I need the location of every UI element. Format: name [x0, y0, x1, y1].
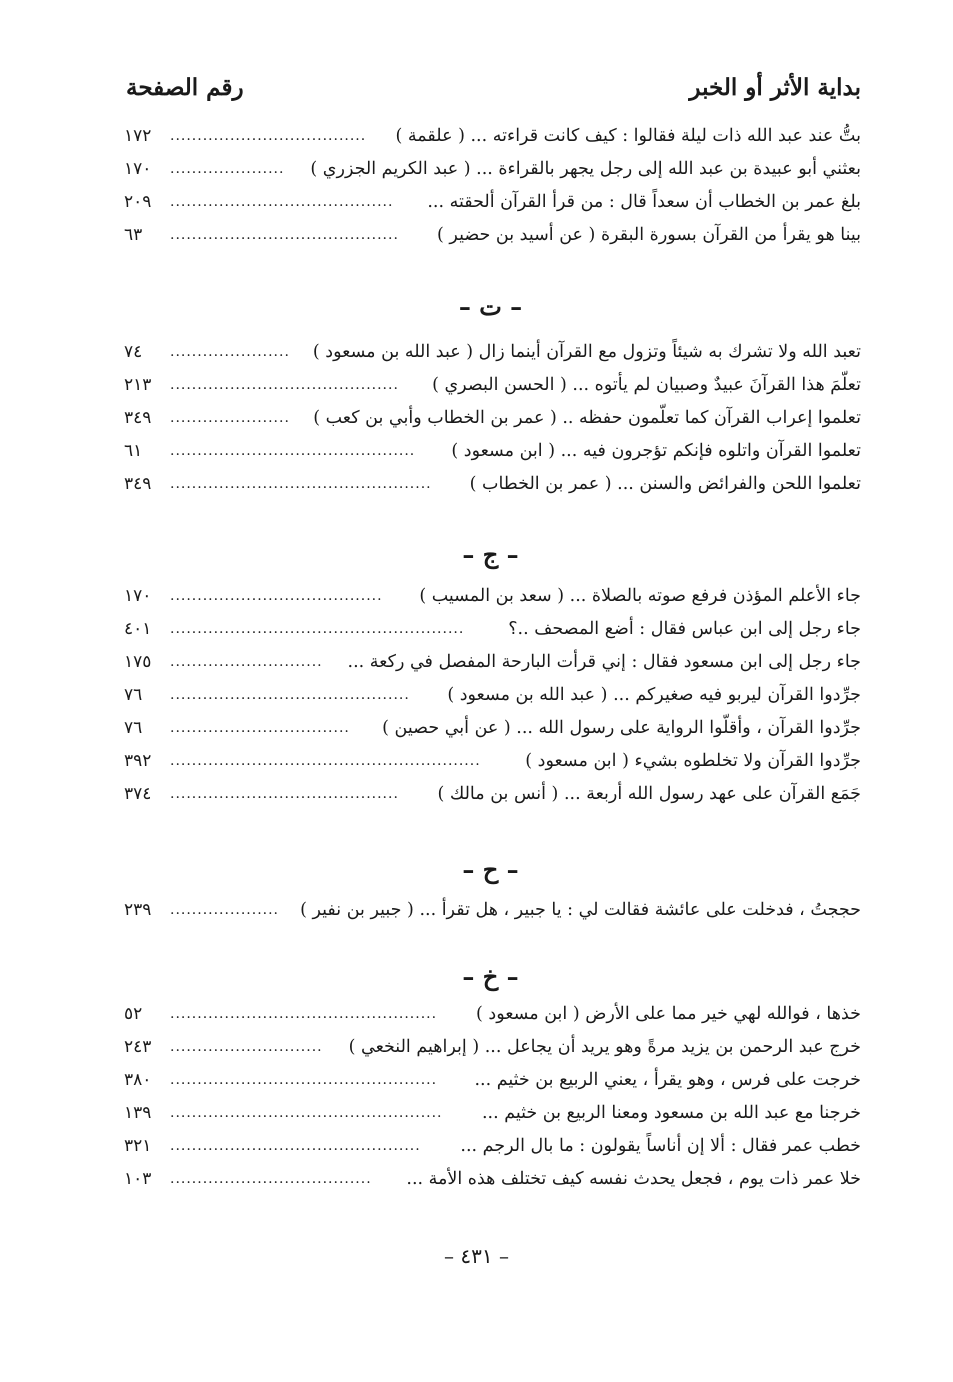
section-heading-ha: – ح – — [462, 855, 519, 884]
index-entry — [120, 120, 861, 153]
dot-leader: .......................................... — [170, 227, 399, 243]
entry-text: خلا عمر ذات يوم ، فجعل يحدث نفسه كيف تختلف هذه الأمة ... — [406, 1169, 861, 1189]
entry-text: خرج عبد الرحمن بن يزيد مرةً وهو يريد أن يجاعل ... ( إبراهيم النخعي ) — [348, 1037, 861, 1057]
entry-text: خذها ، فوالله لهي خير مما على الأرض ( ابن مسعود ) — [476, 1004, 861, 1024]
entry-text: بتُّ عند عبد الله ذات ليلة فقالوا : كيف كانت قراءته ... ( علقمة ) — [395, 126, 861, 146]
entry-text: جَمَع القرآن على عهد رسول الله أربعة ... ( أنس بن مالك ) — [437, 784, 861, 804]
entry-text: خرجنا مع عبد الله بن مسعود ومعنا الربيع بن خثيم ... — [481, 1103, 861, 1123]
dot-leader: ..................................... — [170, 1171, 372, 1187]
index-entry — [120, 1064, 861, 1097]
entry-page: ٣٤٩ — [124, 474, 152, 494]
dot-leader: .......................................... — [170, 377, 399, 393]
dot-leader: .......................................... — [170, 786, 399, 802]
dot-leader: ...................... — [170, 344, 290, 360]
index-entry — [120, 1097, 861, 1130]
index-entry — [120, 745, 861, 778]
entry-page: ٣٧٤ — [124, 784, 152, 804]
entry-page: ٢١٣ — [124, 375, 152, 395]
page-number: – ٤٣١ – — [444, 1244, 509, 1268]
index-entry — [120, 219, 861, 252]
index-entry — [120, 468, 861, 501]
index-entry — [120, 402, 861, 435]
dot-leader: ................................. — [170, 720, 350, 736]
index-entry — [120, 153, 861, 186]
entry-page: ٣٨٠ — [124, 1070, 152, 1090]
entry-text: بينا هو يقرأ من القرآن بسورة البقرة ( عن أسيد بن حضير ) — [437, 225, 861, 245]
index-entry — [120, 712, 861, 745]
dot-leader: ......................................... — [170, 194, 394, 210]
entry-page: ١٧٢ — [124, 126, 152, 146]
section-ta — [120, 336, 861, 501]
section-heading-jim: – ج – — [462, 540, 519, 569]
entry-text: جرِّدوا القرآن ليربو فيه صغيركم ... ( عبد الله بن مسعود ) — [447, 685, 861, 705]
entry-text: جرِّدوا القرآن ولا تخلطوه بشيء ( ابن مسعود ) — [525, 751, 861, 771]
index-entry — [120, 336, 861, 369]
section-heading-ta: – ت – — [458, 292, 523, 321]
entry-page: ١٠٣ — [124, 1169, 152, 1189]
entry-page: ١٧٠ — [124, 159, 152, 179]
section-ba — [120, 120, 861, 252]
entry-text: جاء رجل إلى ابن عباس فقال : أضع المصحف ..؟ — [508, 619, 861, 639]
column-title-page-number: رقم الصفحة — [126, 74, 244, 101]
entry-page: ٣٩٢ — [124, 751, 152, 771]
entry-page: ٧٦ — [124, 718, 143, 738]
section-jim — [120, 580, 861, 811]
page-header — [120, 74, 861, 114]
index-entry — [120, 435, 861, 468]
dot-leader: .................... — [170, 902, 280, 918]
index-entry — [120, 998, 861, 1031]
entry-text: جاء رجل إلى ابن مسعود فقال : إني قرأت البارحة المفصل في ركعة ... — [347, 652, 861, 672]
dot-leader: ............................ — [170, 1039, 323, 1055]
entry-page: ٤٠١ — [124, 619, 152, 639]
entry-page: ١٧٥ — [124, 652, 152, 672]
index-entry — [120, 646, 861, 679]
entry-page: ٢٤٣ — [124, 1037, 152, 1057]
dot-leader: ...................................................... — [170, 621, 465, 637]
index-entry — [120, 186, 861, 219]
index-entry — [120, 894, 861, 927]
entry-page: ٢٠٩ — [124, 192, 152, 212]
entry-page: ٣٢١ — [124, 1136, 152, 1156]
entry-text: بعثني أبو عبيدة بن عبد الله إلى رجل يجهر بالقراءة ... ( عبد الكريم الجزري ) — [310, 159, 861, 179]
section-ha — [120, 894, 861, 927]
dot-leader: ..................... — [170, 161, 285, 177]
index-entry — [120, 369, 861, 402]
entry-page: ٢٣٩ — [124, 900, 152, 920]
dot-leader: ......................................................... — [170, 753, 481, 769]
index-entry — [120, 1163, 861, 1196]
index-entry — [120, 613, 861, 646]
entry-text: خطب عمر فقال : ألا إن أناساً يقولون : ما بال الرجم ... — [460, 1136, 861, 1156]
entry-text: تعلّمَ هذا القرآنَ عبيدٌ وصبيان لم يأتوه ... ( الحسن البصري ) — [432, 375, 861, 395]
entry-page: ٦٣ — [124, 225, 143, 245]
dot-leader: .................................................. — [170, 1105, 443, 1121]
entry-text: تعلموا القرآن واتلوه فإنكم تؤجرون فيه ... ( ابن مسعود ) — [451, 441, 861, 461]
dot-leader: ............................................ — [170, 687, 410, 703]
entry-page: ٥٢ — [124, 1004, 143, 1024]
entry-page: ١٧٠ — [124, 586, 152, 606]
entry-text: جرِّدوا القرآن ، وأقلّوا الرواية على رسول الله ... ( عن أبي حصين ) — [382, 718, 861, 738]
index-entry — [120, 580, 861, 613]
index-entry — [120, 1130, 861, 1163]
dot-leader: ................................................ — [170, 476, 432, 492]
entry-page: ١٣٩ — [124, 1103, 152, 1123]
entry-text: خرجت على فرس ، وهو يقرأ ، يعني الربيع بن خثيم ... — [474, 1070, 861, 1090]
section-kha — [120, 998, 861, 1196]
column-title-beginning: بداية الأثر أو الخبر — [689, 74, 861, 101]
dot-leader: .............................................. — [170, 1138, 421, 1154]
entry-text: بلغ عمر بن الخطاب أن سعداً قال : من قرأ القرآن ألحقته ... — [427, 192, 861, 212]
entry-text: تعلموا اللحن والفرائض والسنن ... ( عمر بن الخطاب ) — [469, 474, 861, 494]
entry-text: تعلموا إعراب القرآن كما تعلّمون حفظه .. ( عمر بن الخطاب وأبي بن كعب ) — [313, 408, 861, 428]
dot-leader: ............................................. — [170, 443, 416, 459]
index-entry — [120, 679, 861, 712]
entry-page: ٦١ — [124, 441, 143, 461]
dot-leader: .................................... — [170, 128, 367, 144]
entry-text: تعبد الله ولا تشرك به شيئاً وتزول مع القرآن أينما زال ( عبد الله بن مسعود ) — [312, 342, 861, 362]
dot-leader: ...................... — [170, 410, 290, 426]
section-heading-kha: – خ – — [462, 962, 519, 991]
entry-page: ٣٤٩ — [124, 408, 152, 428]
dot-leader: ............................ — [170, 654, 323, 670]
index-entry — [120, 1031, 861, 1064]
entry-page: ٧٦ — [124, 685, 143, 705]
dot-leader: ................................................. — [170, 1072, 438, 1088]
entry-text: حججتُ ، فدخلت على عائشة فقالت لي : يا جبير ، هل تقرأ ... ( جبير بن نفير ) — [300, 900, 861, 920]
dot-leader: ................................................. — [170, 1006, 438, 1022]
dot-leader: ....................................... — [170, 588, 383, 604]
entry-text: جاء الأعلم المؤذن فرفع صوته بالصلاة ... ( سعد بن المسيب ) — [419, 586, 861, 606]
index-entry — [120, 778, 861, 811]
entry-page: ٧٤ — [124, 342, 143, 362]
